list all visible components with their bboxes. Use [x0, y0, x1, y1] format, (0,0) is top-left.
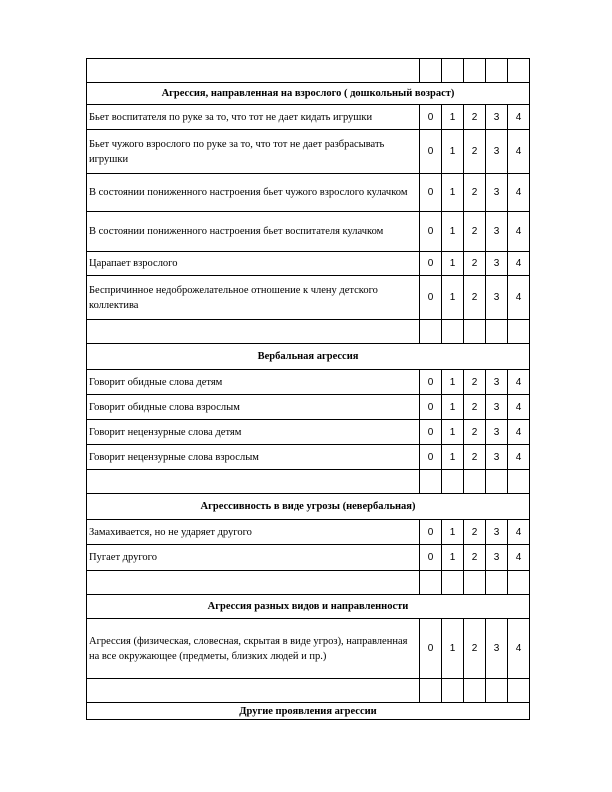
score-option-2[interactable]: 2 — [464, 520, 486, 545]
behavior-item-row — [87, 545, 530, 571]
section-header-row — [87, 595, 530, 619]
score-option-0[interactable]: 0 — [420, 520, 442, 545]
behavior-description: Говорит обидные слова детям — [87, 370, 420, 395]
behavior-description: Говорит нецензурные слова взрослым — [87, 445, 420, 470]
blank-cell — [442, 571, 464, 595]
blank-cell — [464, 59, 486, 83]
score-option-3[interactable]: 3 — [486, 212, 508, 252]
score-option-4[interactable]: 4 — [508, 619, 530, 679]
score-option-0[interactable]: 0 — [420, 545, 442, 571]
score-option-1[interactable]: 1 — [442, 545, 464, 571]
blank-cell — [87, 59, 420, 83]
score-option-3[interactable]: 3 — [486, 395, 508, 420]
score-option-1[interactable]: 1 — [442, 619, 464, 679]
score-option-4[interactable]: 4 — [508, 420, 530, 445]
score-option-1[interactable]: 1 — [442, 212, 464, 252]
behavior-item-row — [87, 130, 530, 174]
score-option-1[interactable]: 1 — [442, 252, 464, 276]
blank-cell — [486, 679, 508, 703]
behavior-description: Замахивается, но не ударяет другого — [87, 520, 420, 545]
score-option-1[interactable]: 1 — [442, 130, 464, 174]
blank-row — [87, 59, 530, 83]
score-option-2[interactable]: 2 — [464, 445, 486, 470]
blank-cell — [464, 571, 486, 595]
behavior-description: В состоянии пониженного настроения бьет воспитателя кулачком — [87, 212, 420, 252]
behavior-description: Бьет воспитателя по руке за то, что тот не дает кидать игрушки — [87, 105, 420, 130]
behavior-description: Бьет чужого взрослого по руке за то, что тот не дает разбрасывать игрушки — [87, 130, 420, 174]
score-option-0[interactable]: 0 — [420, 252, 442, 276]
behavior-item-row — [87, 420, 530, 445]
score-option-3[interactable]: 3 — [486, 545, 508, 571]
score-option-4[interactable]: 4 — [508, 545, 530, 571]
score-option-3[interactable]: 3 — [486, 370, 508, 395]
blank-cell — [87, 470, 420, 494]
score-option-2[interactable]: 2 — [464, 212, 486, 252]
score-option-2[interactable]: 2 — [464, 545, 486, 571]
score-option-2[interactable]: 2 — [464, 252, 486, 276]
score-option-0[interactable]: 0 — [420, 212, 442, 252]
score-option-4[interactable]: 4 — [508, 520, 530, 545]
score-option-3[interactable]: 3 — [486, 105, 508, 130]
blank-cell — [442, 320, 464, 344]
blank-cell — [486, 571, 508, 595]
section-header-row — [87, 83, 530, 105]
score-option-0[interactable]: 0 — [420, 395, 442, 420]
aggression-checklist-table — [86, 58, 530, 720]
section-title: Другие проявления агрессии — [87, 703, 530, 720]
behavior-description: Говорит обидные слова взрослым — [87, 395, 420, 420]
score-option-4[interactable]: 4 — [508, 212, 530, 252]
blank-cell — [442, 470, 464, 494]
blank-cell — [508, 320, 530, 344]
behavior-description: Царапает взрослого — [87, 252, 420, 276]
blank-row — [87, 679, 530, 703]
score-option-1[interactable]: 1 — [442, 105, 464, 130]
behavior-item-row — [87, 252, 530, 276]
score-option-4[interactable]: 4 — [508, 370, 530, 395]
blank-cell — [420, 679, 442, 703]
blank-cell — [87, 571, 420, 595]
behavior-description: В состоянии пониженного настроения бьет чужого взрослого кулачком — [87, 174, 420, 212]
checklist-body — [87, 59, 530, 720]
score-option-0[interactable]: 0 — [420, 174, 442, 212]
behavior-item-row — [87, 174, 530, 212]
score-option-1[interactable]: 1 — [442, 174, 464, 212]
behavior-item-row — [87, 619, 530, 679]
score-option-1[interactable]: 1 — [442, 370, 464, 395]
blank-row — [87, 470, 530, 494]
blank-cell — [87, 320, 420, 344]
section-header-row — [87, 494, 530, 520]
behavior-description: Говорит нецензурные слова детям — [87, 420, 420, 445]
score-option-2[interactable]: 2 — [464, 174, 486, 212]
score-option-0[interactable]: 0 — [420, 130, 442, 174]
blank-cell — [442, 59, 464, 83]
score-option-4[interactable]: 4 — [508, 130, 530, 174]
behavior-item-row — [87, 276, 530, 320]
behavior-item-row — [87, 445, 530, 470]
blank-cell — [420, 59, 442, 83]
behavior-item-row — [87, 520, 530, 545]
score-option-4[interactable]: 4 — [508, 105, 530, 130]
score-option-3[interactable]: 3 — [486, 619, 508, 679]
blank-cell — [420, 320, 442, 344]
section-header-row — [87, 344, 530, 370]
blank-cell — [420, 571, 442, 595]
score-option-2[interactable]: 2 — [464, 420, 486, 445]
score-option-2[interactable]: 2 — [464, 105, 486, 130]
blank-cell — [486, 470, 508, 494]
blank-row — [87, 320, 530, 344]
score-option-1[interactable]: 1 — [442, 420, 464, 445]
score-option-0[interactable]: 0 — [420, 370, 442, 395]
score-option-3[interactable]: 3 — [486, 420, 508, 445]
behavior-item-row — [87, 212, 530, 252]
blank-cell — [420, 470, 442, 494]
score-option-3[interactable]: 3 — [486, 520, 508, 545]
score-option-1[interactable]: 1 — [442, 276, 464, 320]
blank-cell — [442, 679, 464, 703]
score-option-3[interactable]: 3 — [486, 130, 508, 174]
behavior-description: Пугает другого — [87, 545, 420, 571]
blank-cell — [464, 320, 486, 344]
blank-cell — [508, 59, 530, 83]
score-option-2[interactable]: 2 — [464, 130, 486, 174]
blank-cell — [508, 470, 530, 494]
score-option-3[interactable]: 3 — [486, 174, 508, 212]
behavior-description: Агрессия (физическая, словесная, скрытая в виде угроз), направленная на все окружающее (предметы, близких людей и пр.) — [87, 619, 420, 679]
blank-row — [87, 571, 530, 595]
section-title: Агрессивность в виде угрозы (невербальная) — [87, 494, 530, 520]
score-option-4[interactable]: 4 — [508, 276, 530, 320]
behavior-item-row — [87, 370, 530, 395]
section-header-row — [87, 703, 530, 720]
blank-cell — [508, 679, 530, 703]
score-option-0[interactable]: 0 — [420, 619, 442, 679]
blank-cell — [87, 679, 420, 703]
score-option-4[interactable]: 4 — [508, 445, 530, 470]
behavior-item-row — [87, 105, 530, 130]
behavior-description: Беспричинное недоброжелательное отношение к члену детского коллектива — [87, 276, 420, 320]
section-title: Вербальная агрессия — [87, 344, 530, 370]
score-option-2[interactable]: 2 — [464, 276, 486, 320]
score-option-3[interactable]: 3 — [486, 252, 508, 276]
section-title: Агрессия, направленная на взрослого ( дошкольный возраст) — [87, 83, 530, 105]
score-option-3[interactable]: 3 — [486, 445, 508, 470]
score-option-4[interactable]: 4 — [508, 174, 530, 212]
score-option-4[interactable]: 4 — [508, 252, 530, 276]
score-option-3[interactable]: 3 — [486, 276, 508, 320]
blank-cell — [508, 571, 530, 595]
score-option-1[interactable]: 1 — [442, 395, 464, 420]
score-option-2[interactable]: 2 — [464, 619, 486, 679]
score-option-0[interactable]: 0 — [420, 276, 442, 320]
score-option-0[interactable]: 0 — [420, 105, 442, 130]
blank-cell — [486, 59, 508, 83]
score-option-0[interactable]: 0 — [420, 420, 442, 445]
blank-cell — [486, 320, 508, 344]
score-option-1[interactable]: 1 — [442, 520, 464, 545]
score-option-0[interactable]: 0 — [420, 445, 442, 470]
behavior-item-row — [87, 395, 530, 420]
score-option-4[interactable]: 4 — [508, 395, 530, 420]
score-option-2[interactable]: 2 — [464, 395, 486, 420]
section-title: Агрессия разных видов и направленности — [87, 595, 530, 619]
score-option-1[interactable]: 1 — [442, 445, 464, 470]
blank-cell — [464, 470, 486, 494]
score-option-2[interactable]: 2 — [464, 370, 486, 395]
blank-cell — [464, 679, 486, 703]
